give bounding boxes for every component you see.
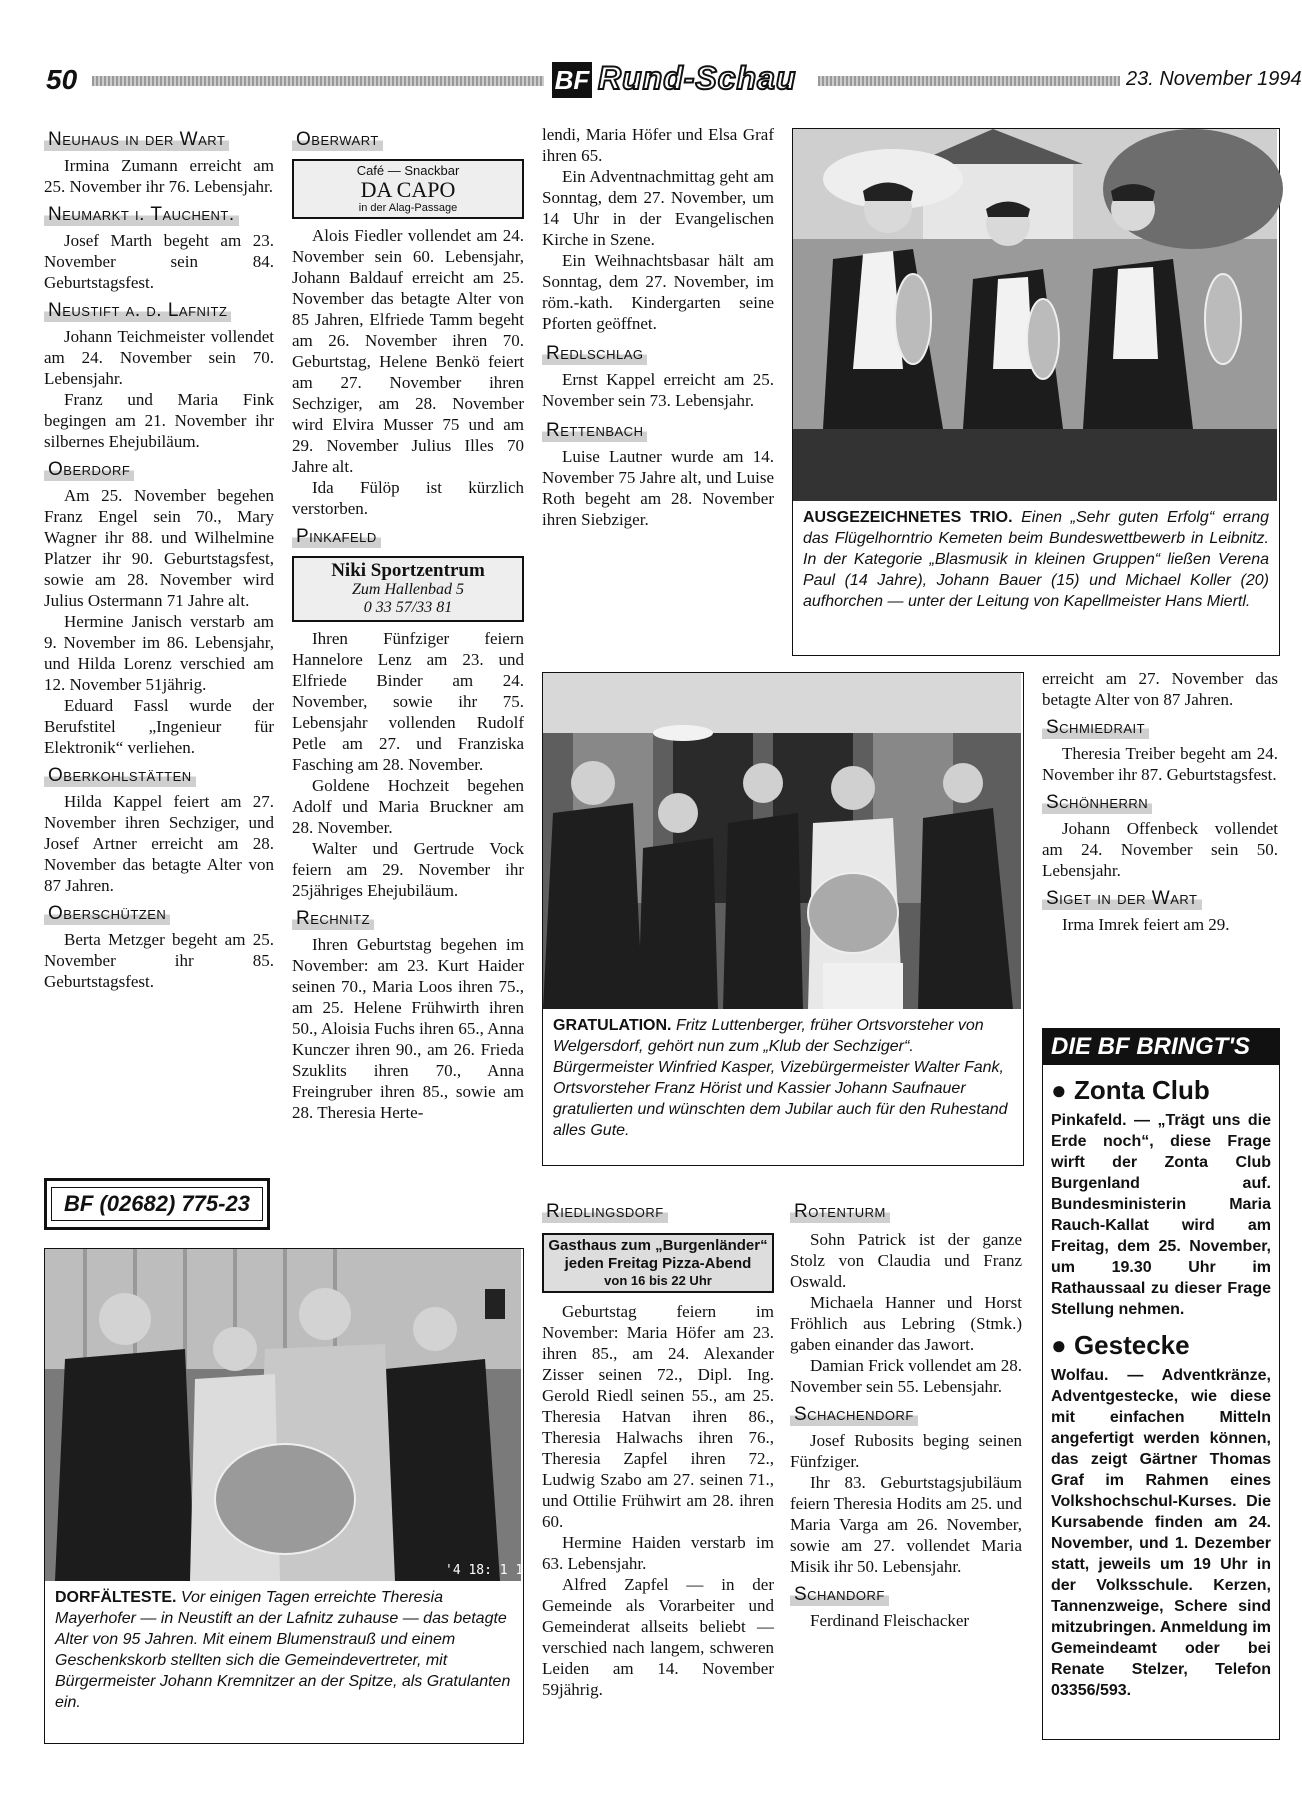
zonta-title: Zonta Club <box>1073 1075 1210 1105</box>
ad-niki-line2: Zum Hallenbad 5 <box>352 581 464 598</box>
heading-schoenherrn: Schönherrn <box>1042 791 1152 814</box>
bf-phone-text: BF (02682) 775-23 <box>51 1187 263 1221</box>
column-1 <box>44 128 274 992</box>
header-rule-left <box>92 76 544 86</box>
heading-oberwart: Oberwart <box>292 128 383 151</box>
heading-neumarkt: Neumarkt i. Tauchent. <box>44 203 239 226</box>
trio-photo-frame <box>792 128 1280 656</box>
paragraph: Am 25. November begehen Franz Engel sein 70., Mary Wagner ihr 88. und Wilhelmine Platzer ihr 90. Geburtstagsfest, sowie am 28. November wird Julius Ostermann 71 Jahre alt. <box>44 486 274 610</box>
dorfaelteste-caption <box>45 1581 523 1713</box>
paragraph: Alfred Zapfel — in der Gemeinde als Vorarbeiter und Gemeinderat allseits beliebt — verschied nach langem, schweren Leiden am 14. November 59jährig. <box>542 1575 774 1699</box>
trio-caption <box>793 501 1279 612</box>
paragraph: Josef Rubosits beging seinen Fünfziger. <box>790 1431 1022 1471</box>
paragraph: Hilda Kappel feiert am 27. November ihren Sechziger, und Josef Artner erreicht am 28. November das betagte Alter von 87 Jahren. <box>44 792 274 895</box>
bf-bringts-box <box>1042 1028 1280 1740</box>
paragraph: Ferdinand Fleischacker <box>810 1611 970 1630</box>
paragraph: Goldene Hochzeit begehen Adolf und Maria Bruckner am 28. November. <box>292 776 524 837</box>
ad-gasthaus-line2: jeden Freitag Pizza-Abend <box>564 1255 752 1272</box>
paragraph: Geburtstag feiern im November: Maria Höfer am 23. ihren 85., am 24. Alexander Zisser seinen 72., Dipl. Ing. Gerold Riedl seinen 55., am 25. Theresia Hatvan ihren 86., Theresia Halwachs ihren 76., Theresia Zapfel ihren 72., Ludwig Szabo am 27. seinen 71., und Ottilie Frühwirt am 28. ihren 60. <box>542 1302 774 1531</box>
paragraph: Irmina Zumann erreicht am 25. November ihr 76. Lebensjahr. <box>44 156 274 196</box>
paragraph: Ihr 83. Geburtstagsjubiläum feiern Theresia Hodits am 25. und Maria Varga am 26. November, sowie am 27. vollendet Maria Misik ihr 50. Lebensjahr. <box>790 1473 1022 1576</box>
paragraph: Ida Fülöp ist kürzlich verstorben. <box>292 478 524 518</box>
photo-timestamp: '4 18: 1 1 <box>445 1563 524 1578</box>
heading-rechnitz: Rechnitz <box>292 907 374 930</box>
dorfaelteste-photo-frame <box>44 1248 524 1744</box>
column-5 <box>790 1200 1022 1631</box>
heading-riedlingsdorf: Riedlingsdorf <box>542 1200 668 1223</box>
heading-oberdorf: Oberdorf <box>44 458 134 481</box>
paragraph: Johann Offenbeck vollendet am 24. November sein 50. Lebensjahr. <box>1042 819 1278 880</box>
paragraph: Hermine Haiden verstarb im 63. Lebensjahr. <box>542 1533 774 1573</box>
heading-rettenbach: Rettenbach <box>542 419 647 442</box>
dorfaelteste-caption-text: Vor einigen Tagen erreichte Theresia Mayerhofer — in Neustift an der Lafnitz zuhause — das betagte Alter von 95 Jahren. Mit einem Blumenstrauß und einem Geschenkskorb stellten sich die Gemeindevertreter, mit Bürgermeister Johann Kremnitzer an der Spitze, als Gratulanten ein. <box>55 1589 511 1711</box>
ad-da-capo-line2: DA CAPO <box>360 177 456 202</box>
dorfaelteste-caption-title: DORFÄLTESTE. <box>55 1589 177 1606</box>
heading-rotenturm: Rotenturm <box>790 1200 890 1223</box>
dorfaelteste-photo <box>45 1249 524 1581</box>
bullet-icon: ● <box>1051 1075 1067 1105</box>
ad-niki-line1: Niki Sportzentrum <box>331 560 485 581</box>
paragraph: erreicht am 27. November das betagte Alter von 87 Jahren. <box>1042 669 1278 709</box>
paragraph: Theresia Treiber begeht am 24. November ihr 87. Geburtstagsfest. <box>1042 744 1278 784</box>
ad-gasthaus-burgenlaender <box>542 1233 774 1293</box>
ad-da-capo-line1: Café — Snackbar <box>356 163 460 178</box>
paragraph: Luise Lautner wurde am 14. November 75 Jahre alt, und Luise Roth begeht am 28. November ihren Siebziger. <box>542 447 774 529</box>
issue-date: 23. November 1994 <box>1126 68 1302 90</box>
gratulation-caption <box>543 1009 1023 1141</box>
paragraph: Walter und Gertrude Vock feiern am 29. November ihr 25jähriges Ehejubiläum. <box>292 839 524 900</box>
heading-neuhaus: Neuhaus in der Wart <box>44 128 229 151</box>
paragraph: Ihren Fünfziger feiern Hannelore Lenz am 23. und Elfriede Binder am 24. November, sowie ihr 75. Lebensjahr vollenden Rudolf Petle am 27. und Franziska Fasching am 28. November. <box>292 629 524 774</box>
ad-da-capo-line3: in der Alag-Passage <box>358 202 458 214</box>
ad-gasthaus-line1: Gasthaus zum „Burgenländer“ <box>548 1237 768 1254</box>
paragraph: Hermine Janisch verstarb am 9. November im 86. Lebensjahr, und Hilda Lorenz verschied am 12. November 51jährig. <box>44 612 274 694</box>
heading-schandorf: Schandorf <box>790 1583 889 1606</box>
trio-photo <box>793 129 1277 501</box>
paragraph: Ein Weihnachtsbasar hält am Sonntag, dem 27. November, im röm.-kath. Kindergarten seine Pforten geöffnet. <box>542 251 774 333</box>
column-right <box>1042 668 1278 935</box>
heading-oberkohlstaetten: Oberkohlstätten <box>44 764 196 787</box>
paragraph: Johann Teichmeister vollendet am 24. November sein 70. Lebensjahr. <box>44 327 274 388</box>
heading-pinkafeld: Pinkafeld <box>292 525 381 548</box>
column-2 <box>292 128 524 1123</box>
heading-schmiedrait: Schmiedrait <box>1042 716 1149 739</box>
heading-neustift: Neustift a. d. Lafnitz <box>44 299 231 322</box>
heading-oberschuetzen: Oberschützen <box>44 902 170 925</box>
gratulation-caption-text: Fritz Luttenberger, früher Ortsvorsteher von Welgersdorf, gehört nun zum „Klub der Sechziger“. Bürgermeister Winfried Kasper, Vizebürgermeister Walter Fank, Ortsvorsteher Franz Hörist und Kassier Johann Saufnauer gratulierten und wünschten dem Jubilar auch für den Ruhestand alles Gute. <box>553 1017 1008 1139</box>
paragraph: Ihren Geburtstag begehen im November: am 23. Kurt Haider seinen 70., Maria Loos ihren 75., am 25. Helene Frühwirth ihren 50., Aloisia Fuchs ihren 65., Anna Kunczer ihren 90., am 26. Frieda Szuklits ihren 70., Anna Freingruber ihren 85., sowie am 28. Theresia Herte- <box>292 935 524 1122</box>
bullet-icon: ● <box>1051 1330 1067 1360</box>
gestecke-text: Wolfau. — Adventkränze, Adventgestecke, wie diese mit einfachen Mitteln angefertigt werden können, das zeigt Gärtner Thomas Graf im Rahmen eines Volkshochschul-Kurses. Die Kursabende finden am 24. November, und 1. Dezember statt, jeweils um 19 Uhr in der Volksschule. Kerzen, Tannenzweige, Schere sind mitzubringen. Anmeldung im Gemeindeamt oder bei Renate Stelzer, Telefon 03356/593. <box>1051 1367 1271 1699</box>
logo-bf: BF <box>552 62 592 98</box>
gestecke-title: Gestecke <box>1073 1330 1190 1360</box>
heading-redlschlag: Redlschlag <box>542 342 647 365</box>
bf-bringts-title: DIE BF BRINGT'S <box>1043 1029 1279 1065</box>
paragraph: lendi, Maria Höfer und Elsa Graf ihren 65. <box>542 125 774 165</box>
column-4 <box>542 1200 774 1700</box>
gestecke-title-row <box>1051 1330 1271 1361</box>
gratulation-photo <box>543 673 1021 1009</box>
paragraph: Ernst Kappel erreicht am 25. November sein 73. Lebensjahr. <box>542 370 774 410</box>
paragraph: Damian Frick vollendet am 28. November sein 55. Lebensjahr. <box>790 1356 1022 1396</box>
bf-phone-box <box>44 1178 270 1230</box>
header-rule-right <box>818 76 1120 86</box>
paragraph: Berta Metzger begeht am 25. November ihr 85. Geburtstagsfest. <box>44 930 274 991</box>
gratulation-photo-frame <box>542 672 1024 1166</box>
paragraph: Josef Marth begeht am 23. November sein 84. Geburtstagsfest. <box>44 231 274 292</box>
trio-caption-title: AUSGEZEICHNETES TRIO. <box>803 509 1013 526</box>
section-title: Rund-Schau <box>598 60 797 96</box>
gratulation-caption-title: GRATULATION. <box>553 1017 672 1034</box>
ad-da-capo <box>292 159 524 219</box>
heading-schachendorf: Schachendorf <box>790 1403 918 1426</box>
ad-gasthaus-line3: von 16 bis 22 Uhr <box>604 1273 712 1288</box>
zonta-text: Pinkafeld. — „Trägt uns die Erde noch“, diese Frage wirft der Zonta Club Burgenland auf. Bundesministerin Maria Rauch-Kallat wird am Freitag, dem 25. November, um 19.30 Uhr im Rathaussaal zu dieser Frage Stellung nehmen. <box>1051 1112 1271 1318</box>
paragraph: Alois Fiedler vollendet am 24. November sein 60. Lebensjahr, Johann Baldauf erreicht am 25. November das betagte Alter von 85 Jahren, Elfriede Tamm begeht am 26. November ihren 70. Geburtstag, Helene Benkö feiert am 27. November ihren Sechziger, am 28. November wird Elvira Musser 75 und am 29. November Julius Illes 70 Jahre alt. <box>292 226 524 476</box>
trio-caption-text: Einen „Sehr guten Erfolg“ errang das Flügelhorntrio Kemeten beim Bundeswettbewerb in Leibnitz. In der Kategorie „Blasmusik in kleinen Gruppen“ ließen Verena Paul (14 Jahre), Johann Bauer (15) und Michael Koller (20) aufhorchen — unter der Leitung von Kapellmeister Hans Miertl. <box>803 509 1269 610</box>
paragraph: Ein Adventnachmittag geht am Sonntag, dem 27. November, um 14 Uhr in der Evangelischen Kirche in Szene. <box>542 167 774 249</box>
heading-siget: Siget in der Wart <box>1042 887 1202 910</box>
paragraph: Franz und Maria Fink begingen am 21. November ihr silbernes Ehejubiläum. <box>44 390 274 451</box>
column-3 <box>542 124 774 530</box>
paragraph: Irma Imrek feiert am 29. <box>1062 915 1230 934</box>
page-number: 50 <box>46 64 78 95</box>
paragraph: Michaela Hanner und Horst Fröhlich aus Lebring (Stmk.) gaben einander das Jawort. <box>790 1293 1022 1354</box>
paragraph: Sohn Patrick ist der ganze Stolz von Claudia und Franz Oswald. <box>790 1230 1022 1291</box>
page-header <box>40 60 1302 102</box>
zonta-title-row <box>1051 1075 1271 1106</box>
ad-niki-line3: 0 33 57/33 81 <box>363 599 453 616</box>
ad-niki-sportzentrum <box>292 556 524 622</box>
paragraph: Eduard Fassl wurde der Berufstitel „Ingenieur für Elektronik“ verliehen. <box>44 696 274 757</box>
